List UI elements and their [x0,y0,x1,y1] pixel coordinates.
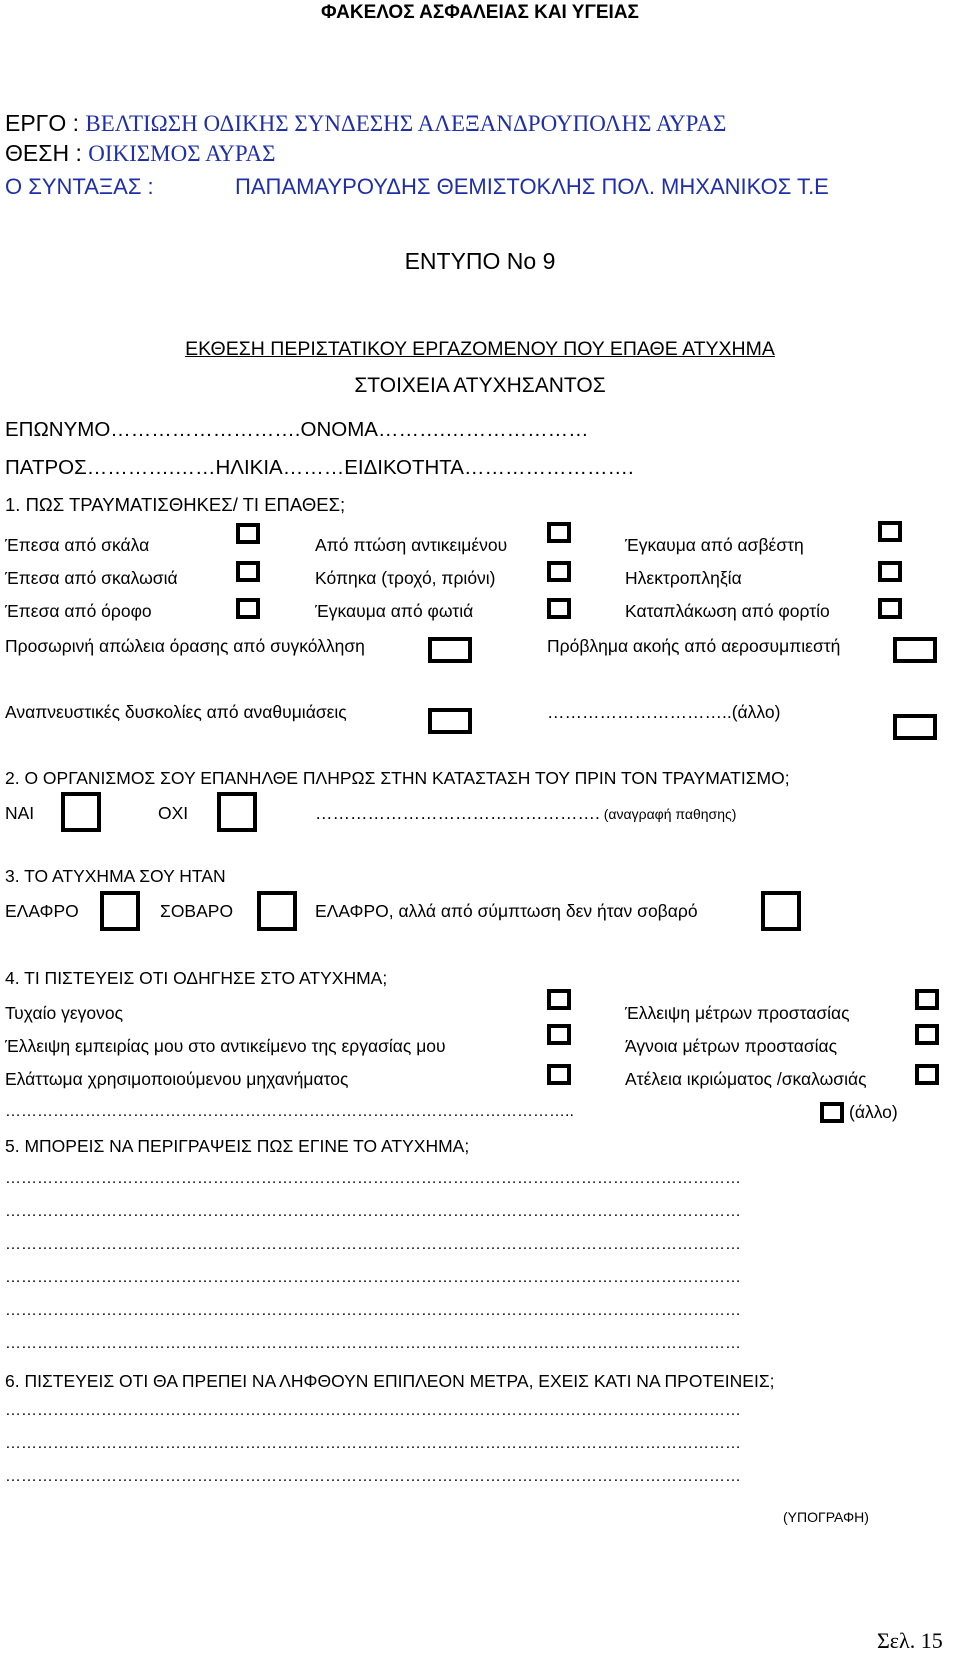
ergo-label: ΕΡΓΟ : [5,110,86,136]
q3-serious-label: ΣΟΒΑΡΟ [160,901,234,921]
q1-item-label: Κόπηκα (τροχό, πριόνι) [315,568,496,588]
q3-light-lucky-label: ΕΛΑΦΡΟ, αλλά από σύμπτωση δεν ήταν σοβαρό [315,901,698,921]
q1-checkbox[interactable] [428,637,472,663]
q1-item-label: Πρόβλημα ακοής από αεροσυμπιεστή [547,636,841,656]
q1-checkbox-other[interactable] [893,714,937,740]
q4-item-label: Έλλειψη εμπειρίας μου στο αντικείμενο της εργασίας μου [5,1036,446,1056]
q1-item-label: Από πτώση αντικειμένου [315,535,508,555]
q1-other: …………………………..(άλλο) [547,702,781,722]
page-header: ΦΑΚΕΛΟΣ ΑΣΦΑΛΕΙΑΣ ΚΑΙ ΥΓΕΙΑΣ [321,2,639,23]
q5-answer-line[interactable]: ………………………………………………………………………………………………………………………… [5,1335,741,1352]
q1-checkbox[interactable] [878,598,902,619]
syntaxas-label: Ο ΣΥΝΤΑΞΑΣ : [5,174,154,199]
ergo-value: ΒΕΛΤΙΩΣΗ ΟΔΙΚΗΣ ΣΥΝΔΕΣΗΣ ΑΛΕΞΑΝΔΡΟΥΠΟΛΗΣ ΑΥΡΑΣ [85,111,727,136]
form-title: ΕΚΘΕΣΗ ΠΕΡΙΣΤΑΤΙΚΟΥ ΕΡΓΑΖΟΜΕΝΟΥ ΠΟΥ ΕΠΑΘΕ ΑΤΥΧΗΜΑ [185,338,775,360]
q1-checkbox[interactable] [547,522,571,543]
q2-description [315,803,736,824]
q1-item-label: Έπεσα από σκαλωσιά [5,568,178,588]
q1-item-label: Έπεσα από όροφο [5,601,152,621]
q4-item-label: Ελάττωμα χρησιμοποιούμενου μηχανήματος [5,1069,349,1089]
q1-checkbox[interactable] [878,561,902,582]
q2-no-checkbox[interactable] [217,792,257,832]
q1-item-label: Καταπλάκωση από φορτίο [625,601,830,621]
q3-light-lucky-checkbox[interactable] [761,891,801,931]
q4-item-label: Τυχαίο γεγονος [5,1003,124,1023]
q5-answer-line[interactable]: ………………………………………………………………………………………………………………………… [5,1302,741,1319]
signature-label: (ΥΠΟΓΡΑΦΗ) [783,1509,869,1525]
form-number: ΕΝΤΥΠΟ Νο 9 [404,248,556,274]
q5-answer-line[interactable]: ………………………………………………………………………………………………………………………… [5,1236,741,1253]
q2-yes-checkbox[interactable] [61,792,101,832]
q5-answer-line[interactable]: ………………………………………………………………………………………………………………………… [5,1170,741,1187]
q1-item-label: Ηλεκτροπληξία [625,568,742,588]
q3-light-checkbox[interactable] [100,891,140,931]
form-section: ΣΤΟΙΧΕΙΑ ΑΤΥΧΗΣΑΝΤΟΣ [354,374,606,397]
q1-checkbox[interactable] [878,521,902,542]
q4-other-dots: …………………………………………………………………………………………….. [5,1103,574,1120]
q2-note: (αναγραφή παθησης) [599,806,737,822]
q5-answer-line[interactable]: ………………………………………………………………………………………………………………………… [5,1269,741,1286]
q4-checkbox[interactable] [547,989,571,1010]
field-line-name: ΕΠΩΝΥΜΟ……………………….ΟΝΟΜΑ……….………………… [5,418,589,441]
q5-question: 5. ΜΠΟΡΕΙΣ ΝΑ ΠΕΡΙΓΡΑΨΕΙΣ ΠΩΣ ΕΓΙΝΕ ΤΟ ΑΤΥΧΗΜΑ; [5,1136,470,1156]
q4-item-label: Έλλειψη μέτρων προστασίας [625,1003,850,1023]
q6-answer-line[interactable]: ………………………………………………………………………………………………………………………… [5,1435,741,1452]
q4-item-label: Ατέλεια ικριώματος /σκαλωσιάς [625,1069,867,1089]
q1-question: 1. ΠΩΣ ΤΡΑΥΜΑΤΙΣΘΗΚΕΣ/ ΤΙ ΕΠΑΘΕΣ; [5,494,346,515]
q4-checkbox[interactable] [915,1064,939,1085]
q6-answer-line[interactable]: ………………………………………………………………………………………………………………………… [5,1402,741,1419]
q1-item-label: Έγκαυμα από φωτιά [315,601,474,621]
syntaxas-name: ΠΑΠΑΜΑΥΡΟΥΔΗΣ ΘΕΜΙΣΤΟΚΛΗΣ [235,174,596,199]
q6-answer-line[interactable]: ………………………………………………………………………………………………………………………… [5,1468,741,1485]
q1-item-label: Έγκαυμα από ασβέστη [625,535,804,555]
q3-question: 3. ΤΟ ΑΤΥΧΗΜΑ ΣΟΥ ΗΤΑΝ [5,866,226,886]
q1-checkbox[interactable] [547,561,571,582]
q1-checkbox[interactable] [547,598,571,619]
q4-other-label: (άλλο) [849,1102,898,1122]
q4-checkbox[interactable] [915,1024,939,1045]
q1-item-label: Προσωρινή απώλεια όρασης από συγκόλληση [5,636,365,656]
q2-dots: …………………………………………. [315,803,600,823]
q1-item-label: Αναπνευστικές δυσκολίες από αναθυμιάσεις [5,702,347,722]
thesi-value: ΟΙΚΙΣΜΟΣ ΑΥΡΑΣ [88,141,276,166]
q4-checkbox[interactable] [547,1024,571,1045]
q4-question: 4. ΤΙ ΠΙΣΤΕΥΕΙΣ ΟΤΙ ΟΔΗΓΗΣΕ ΣΤΟ ΑΤΥΧΗΜΑ; [5,968,388,988]
q2-yes-label: ΝΑΙ [5,803,35,823]
q3-light-label: ΕΛΑΦΡΟ [5,901,79,921]
q1-checkbox[interactable] [236,523,260,544]
q1-checkbox[interactable] [893,637,937,663]
q1-checkbox[interactable] [428,708,472,734]
field-line-father: ΠΑΤΡΟΣ………….……ΗΛΙΚΙΑ………ΕΙΔΙΚΟΤΗΤΑ……………………. [5,456,634,479]
q3-serious-checkbox[interactable] [257,891,297,931]
q1-checkbox[interactable] [236,561,260,582]
q4-checkbox-other[interactable] [820,1102,844,1123]
q1-checkbox[interactable] [236,598,260,619]
q4-checkbox[interactable] [547,1064,571,1085]
thesi-label: ΘΕΣΗ : [5,140,89,166]
q2-question: 2. Ο ΟΡΓΑΝΙΣΜΟΣ ΣΟΥ ΕΠΑΝΗΛΘΕ ΠΛΗΡΩΣ ΣΤΗΝ ΚΑΤΑΣΤΑΣΗ ΤΟΥ ΠΡΙΝ ΤΟΝ ΤΡΑΥΜΑΤΙΣΜΟ; [5,768,790,788]
q2-no-label: ΟΧΙ [158,803,189,823]
syntaxas-title: ΠΟΛ. ΜΗΧΑΝΙΚΟΣ Τ.Ε [595,174,829,199]
q5-answer-line[interactable]: ………………………………………………………………………………………………………………………… [5,1203,741,1220]
page-number: Σελ. 15 [877,1628,943,1653]
q6-question: 6. ΠΙΣΤΕΥΕΙΣ ΟΤΙ ΘΑ ΠΡΕΠΕΙ ΝΑ ΛΗΦΘΟΥΝ ΕΠΙΠΛΕΟΝ ΜΕΤΡΑ, ΕΧΕΙΣ ΚΑΤΙ ΝΑ ΠΡΟΤΕΙΝΕΙΣ; [5,1371,775,1391]
q4-checkbox[interactable] [915,989,939,1010]
q1-item-label: Έπεσα από σκάλα [5,535,150,555]
project-syntaxas [5,174,829,200]
project-thesi [5,140,276,167]
q4-item-label: Άγνοια μέτρων προστασίας [625,1036,838,1056]
project-ergo [5,110,726,137]
